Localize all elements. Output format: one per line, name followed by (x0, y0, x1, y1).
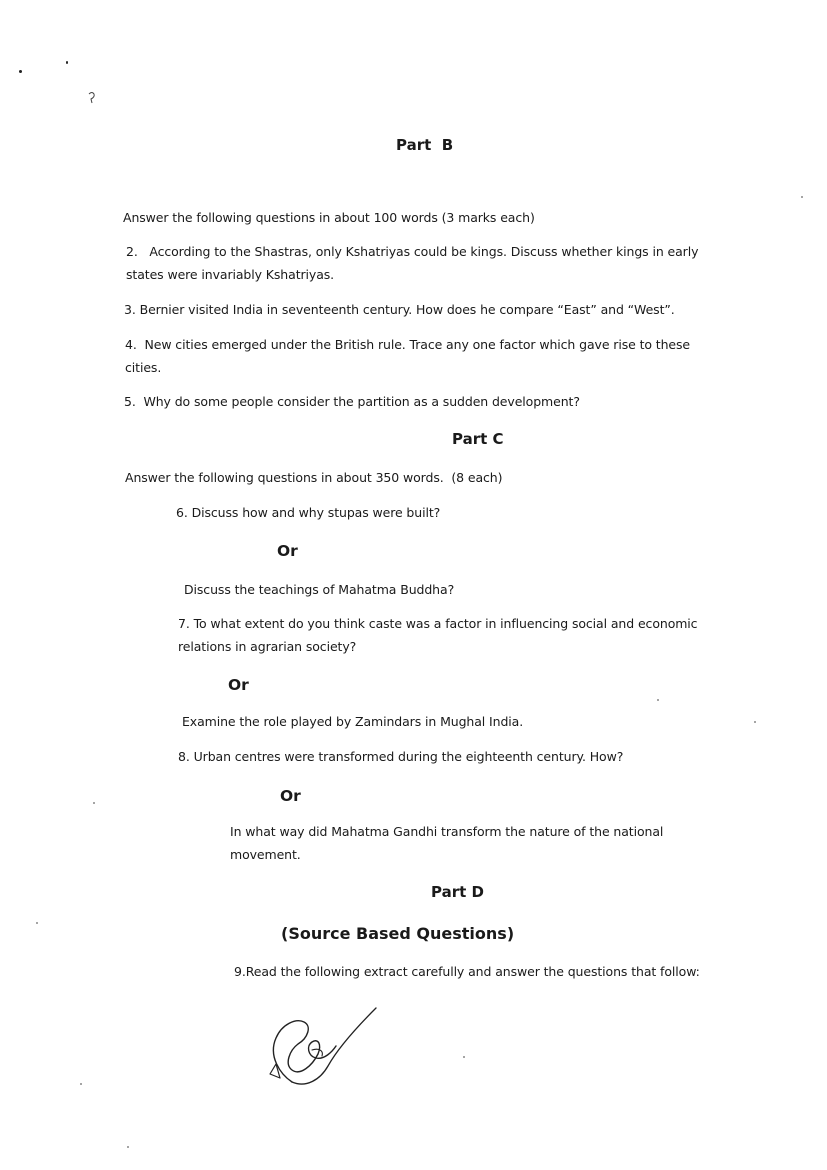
question-8-alternative: In what way did Mahatma Gandhi transform the nature of the national movement. (230, 824, 668, 862)
scan-speck (36, 922, 38, 924)
part-d-subheading: (Source Based Questions) (281, 924, 515, 943)
scan-speck (657, 699, 659, 701)
part-b-instructions: Answer the following questions in about 100 words (3 marks each) (123, 210, 535, 225)
part-c-instructions: Answer the following questions in about 350 words. (8 each) (125, 470, 503, 485)
question-5: 5. Why do some people consider the partition as a sudden development? (124, 394, 580, 409)
scan-speck (127, 1146, 129, 1148)
question-4: 4. New cities emerged under the British rule. Trace any one factor which gave rise to these cities. (125, 337, 694, 375)
scan-speck (80, 1083, 82, 1085)
scan-speck (463, 1056, 465, 1058)
scan-speck (93, 802, 95, 804)
or-label: Or (277, 542, 298, 560)
question-9: 9.Read the following extract carefully and answer the questions that follow: (234, 964, 700, 979)
scan-mark-icon (86, 90, 98, 108)
question-6-alternative: Discuss the teachings of Mahatma Buddha? (184, 582, 455, 597)
part-c-heading: Part C (452, 430, 504, 448)
or-label: Or (280, 787, 301, 805)
or-label: Or (228, 676, 249, 694)
scan-speck (19, 70, 22, 73)
question-3: 3. Bernier visited India in seventeenth century. How does he compare “East” and “West”. (124, 302, 675, 317)
scan-speck (801, 196, 803, 198)
part-b-heading: Part B (396, 136, 454, 154)
question-7-alternative: Examine the role played by Zamindars in Mughal India. (182, 714, 524, 729)
signature-icon (262, 1004, 382, 1092)
scan-speck (66, 61, 68, 64)
question-2: 2. According to the Shastras, only Kshatriyas could be kings. Discuss whether kings in early states were invariably Kshatriyas. (126, 244, 703, 282)
question-8: 8. Urban centres were transformed during the eighteenth century. How? (178, 749, 624, 764)
part-d-heading: Part D (431, 883, 484, 901)
question-7: 7. To what extent do you think caste was a factor in influencing social and economic relations in agrarian society? (178, 616, 702, 654)
question-6: 6. Discuss how and why stupas were built? (176, 505, 441, 520)
scan-speck (754, 721, 756, 723)
